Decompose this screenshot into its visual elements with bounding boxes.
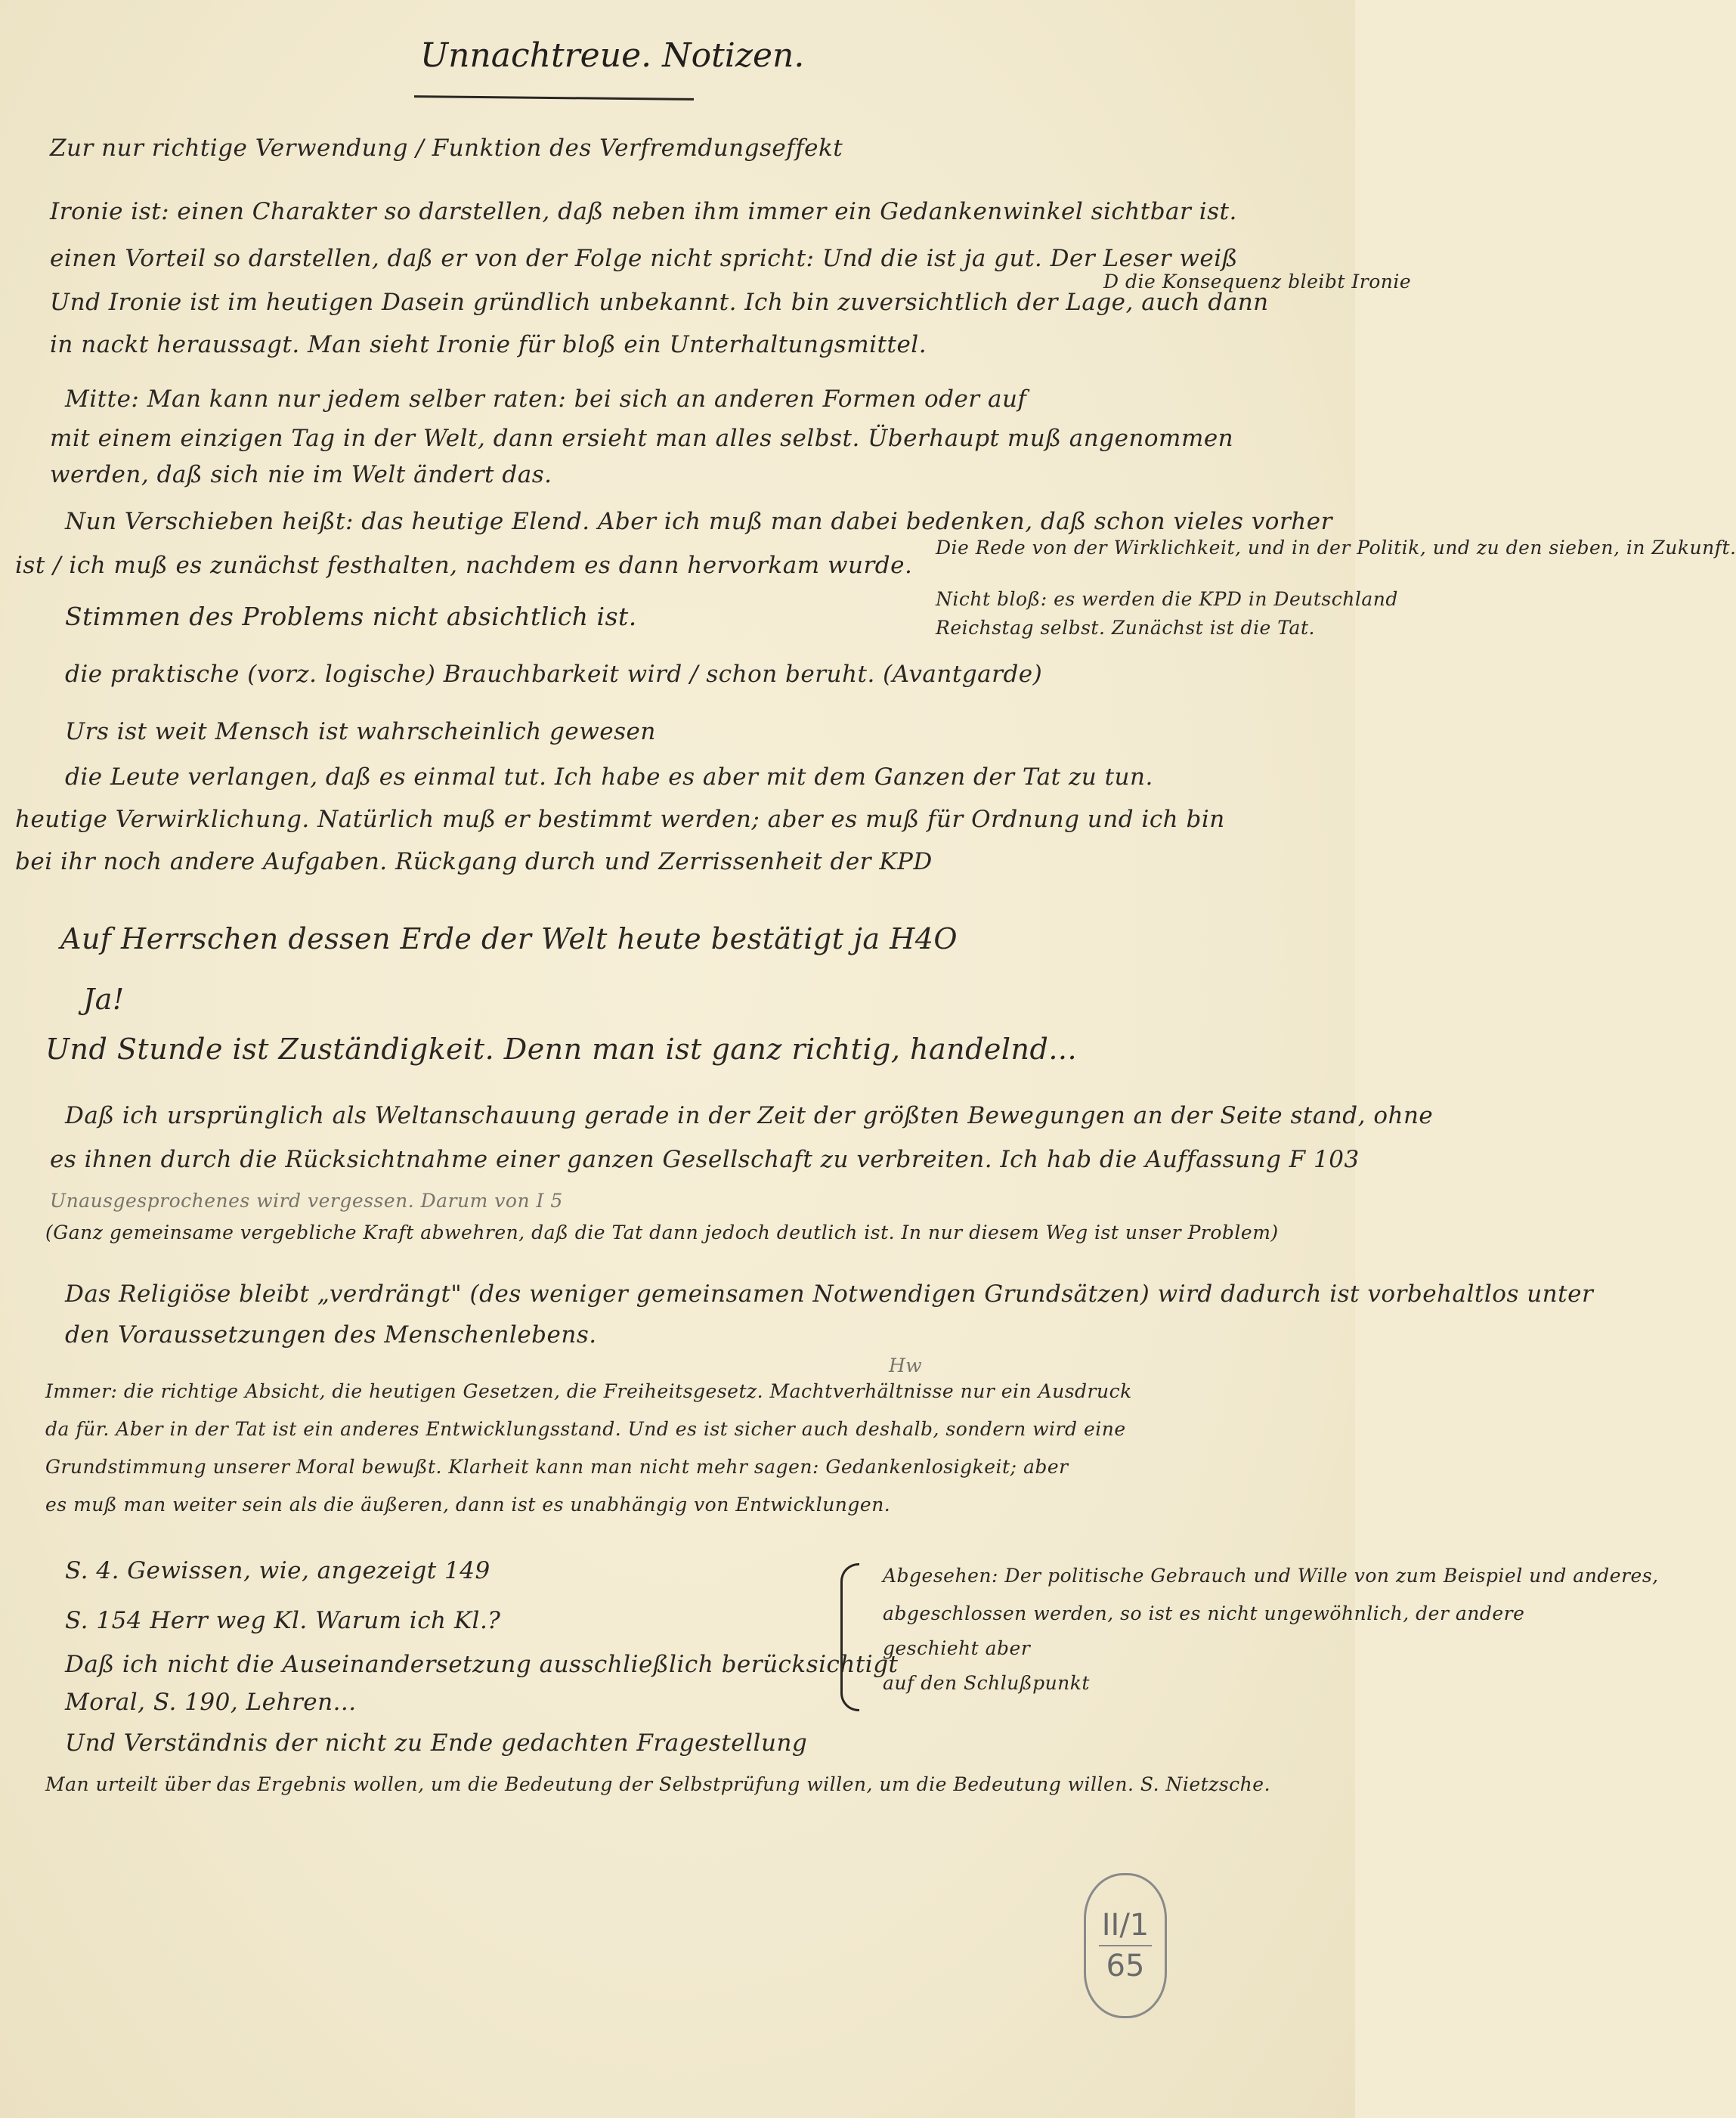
archive-stamp — [1084, 1873, 1167, 2018]
manuscript-line-21: es ihnen durch die Rücksichtnahme einer ganzen Gesellschaft zu verbreiten. Ich hab die Auffassung F 103 — [50, 1146, 1360, 1173]
manuscript-line-22: Unausgesprochenes wird vergessen. Darum von I 5 — [50, 1190, 563, 1212]
manuscript-line-34: Und Verständnis der nicht zu Ende gedachten Fragestellung — [65, 1729, 808, 1757]
manuscript-line-11: Stimmen des Problems nicht absichtlich ist. — [65, 602, 637, 631]
manuscript-line-10: ist / ich muß es zunächst festhalten, nachdem es dann hervorkam wurde. — [15, 552, 913, 579]
manuscript-line-3: einen Vorteil so darstellen, daß er von der Folge nicht spricht: Und die ist ja gut. Der Leser weiß — [50, 245, 1238, 272]
manuscript-line-12: die praktische (vorz. logische) Brauchbarkeit wird / schon beruht. (Avantgarde) — [65, 661, 1043, 688]
manuscript-line-24: Das Religiöse bleibt „verdrängt" (des weniger gemeinsamen Notwendigen Grundsätzen) wird dadurch ist vorbehaltlos unter — [65, 1280, 1594, 1308]
margin-note-ironie: D die Konsequenz bleibt Ironie — [1103, 271, 1412, 293]
archive-stamp-bottom: 65 — [1106, 1949, 1145, 1983]
manuscript-line-31: S. 154 Herr weg Kl. Warum ich Kl.? — [65, 1607, 501, 1634]
manuscript-line-1: Zur nur richtige Verwendung / Funktion des Verfremdungseffekt — [50, 135, 843, 162]
manuscript-line-35: Man urteilt über das Ergebnis wollen, um die Bedeutung der Selbstprüfung willen, um die Bedeutung willen. S. Nietzsche. — [45, 1773, 1271, 1795]
manuscript-line-13: Urs ist weit Mensch ist wahrscheinlich gewesen — [65, 718, 656, 745]
manuscript-line-6: Mitte: Man kann nur jedem selber raten: bei sich an anderen Formen oder auf — [65, 386, 1027, 413]
page-title: Unnachtreue. Notizen. — [420, 36, 805, 75]
margin-note-2: Nicht bloß: es werden die KPD in Deutschland — [936, 588, 1398, 610]
manuscript-line-29: es muß man weiter sein als die äußeren, dann ist es unabhängig von Entwicklungen. — [45, 1494, 891, 1516]
manuscript-line-30: S. 4. Gewissen, wie, angezeigt 149 — [65, 1557, 490, 1584]
manuscript-line-20: Daß ich ursprünglich als Weltanschauung gerade in der Zeit der größten Bewegungen an der Seite stand, ohne — [65, 1102, 1434, 1129]
manuscript-line-17: Auf Herrschen dessen Erde der Welt heute bestätigt ja H4O — [60, 922, 958, 955]
manuscript-line-19: Und Stunde ist Zuständigkeit. Denn man ist ganz richtig, handelnd... — [45, 1033, 1078, 1066]
manuscript-line-15: heutige Verwirklichung. Natürlich muß er bestimmt werden; aber es muß für Ordnung und ich bin — [15, 806, 1225, 833]
manuscript-line-5: in nackt heraussagt. Man sieht Ironie für bloß ein Unterhaltungsmittel. — [50, 331, 927, 358]
margin-note-7: auf den Schlußpunkt — [883, 1672, 1090, 1694]
archive-stamp-divider — [1099, 1945, 1152, 1946]
manuscript-line-9: Nun Verschieben heißt: das heutige Elend. Aber ich muß man dabei bedenken, daß schon vieles vorher — [65, 508, 1332, 535]
margin-note-3: Reichstag selbst. Zunächst ist die Tat. — [936, 617, 1315, 639]
manuscript-line-25: den Voraussetzungen des Menschenlebens. — [65, 1321, 597, 1349]
archive-stamp-top: II/1 — [1101, 1908, 1150, 1943]
title-underline — [414, 95, 694, 101]
margin-note-4: Abgesehen: Der politische Gebrauch und Wille von zum Beispiel und anderes, — [883, 1565, 1659, 1587]
manuscript-line-8: werden, daß sich nie im Welt ändert das. — [50, 461, 552, 488]
manuscript-line-27: da für. Aber in der Tat ist ein anderes Entwicklungsstand. Und es ist sicher auch deshalb, sondern wird eine — [45, 1418, 1126, 1440]
manuscript-line-4: Und Ironie ist im heutigen Dasein gründlich unbekannt. Ich bin zuversichtlich der Lage, auch dann — [50, 289, 1269, 316]
manuscript-line-14: die Leute verlangen, daß es einmal tut. Ich habe es aber mit dem Ganzen der Tat zu tun. — [65, 763, 1153, 791]
manuscript-line-2: Ironie ist: einen Charakter so darstellen, daß neben ihm immer ein Gedankenwinkel sichtbar ist. — [50, 198, 1237, 225]
manuscript-line-23: (Ganz gemeinsame vergebliche Kraft abwehren, daß die Tat dann jedoch deutlich ist. In nur diesem Weg ist unser Problem) — [45, 1222, 1279, 1243]
manuscript-line-28: Grundstimmung unserer Moral bewußt. Klarheit kann man nicht mehr sagen: Gedankenlosigkeit; aber — [45, 1456, 1069, 1478]
manuscript-line-7: mit einem einzigen Tag in der Welt, dann ersieht man alles selbst. Überhaupt muß angenommen — [50, 425, 1234, 452]
manuscript-line-16: bei ihr noch andere Aufgaben. Rückgang durch und Zerrissenheit der KPD — [15, 848, 933, 875]
margin-note-6: geschieht aber — [883, 1637, 1031, 1659]
margin-bracket — [840, 1563, 859, 1711]
manuscript-line-26: Immer: die richtige Absicht, die heutigen Gesetzen, die Freiheitsgesetz. Machtverhältnisse nur ein Ausdruck — [45, 1380, 1132, 1402]
margin-note-1: Die Rede von der Wirklichkeit, und in der Politik, und zu den sieben, in Zukunft. — [936, 537, 1736, 559]
manuscript-line-18: Ja! — [83, 983, 125, 1016]
margin-note-5: abgeschlossen werden, so ist es nicht ungewöhnlich, der andere — [883, 1602, 1525, 1624]
manuscript-line-32: Daß ich nicht die Auseinandersetzung ausschließlich berücksichtigt — [65, 1651, 899, 1678]
manuscript-line-33: Moral, S. 190, Lehren... — [65, 1689, 357, 1716]
inserted-note-ref: Hw — [889, 1355, 923, 1376]
